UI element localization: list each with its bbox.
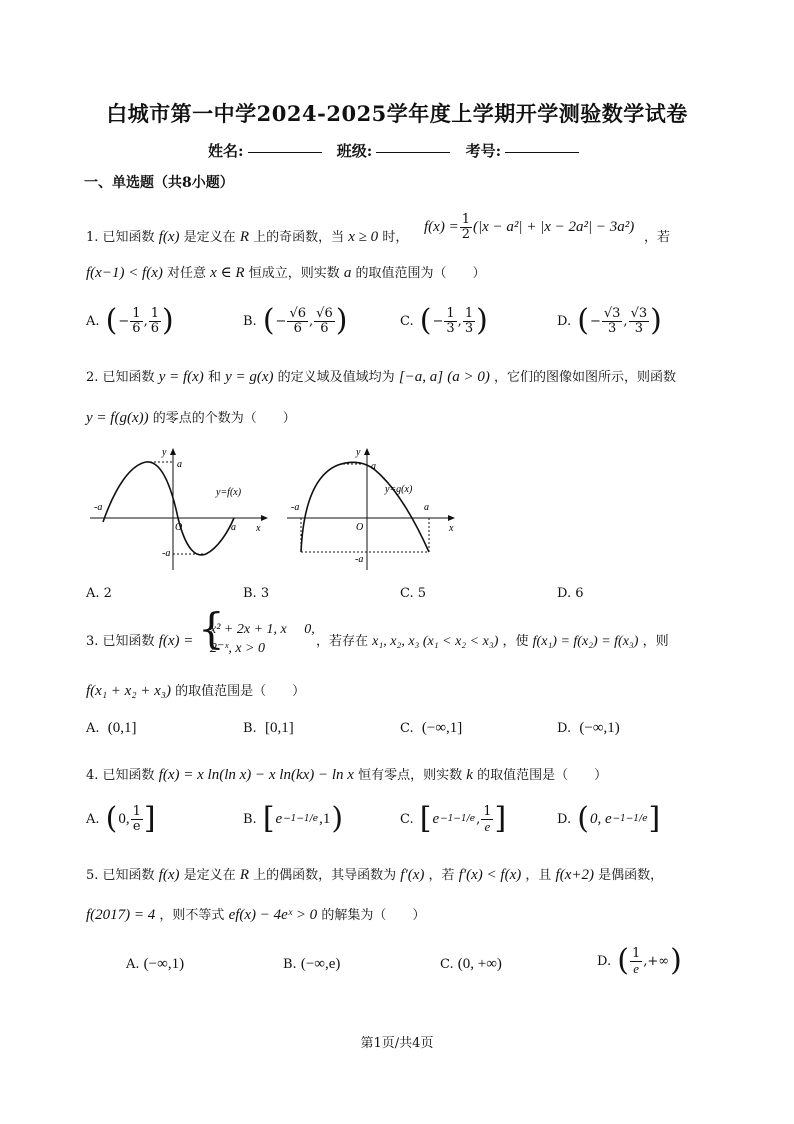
q4-option-a[interactable]: A. ( 0, $\frac{1}{e}$ ]: [86, 801, 156, 836]
y-axis-arrow-icon: [170, 448, 176, 455]
q1-option-d[interactable]: D. ( − $\frac{√3}{3}$ , $\frac{√3}{3}$ ): [557, 303, 662, 338]
a-top-label: a: [371, 461, 376, 472]
origin-label: O: [175, 522, 183, 533]
student-info: [208, 140, 585, 161]
x-axis-arrow-icon: [448, 515, 455, 521]
q5-option-c[interactable]: C. (0, +∞): [440, 956, 502, 972]
q1-option-b[interactable]: B. ( − $\frac{√6}{6}$ , $\frac{√6}{6}$ ): [243, 303, 348, 338]
page-title: 白城市第一中学2024-2025学年度上学期开学测验数学试卷: [106, 101, 688, 126]
q4-option-d[interactable]: D. ( 0, e −1−1/e ]: [557, 801, 661, 836]
g-curve: [301, 462, 429, 552]
origin-label: O: [356, 522, 364, 533]
q3-option-a[interactable]: A. (0,1]: [86, 720, 137, 736]
exam-page: 白城市第一中学2024-2025学年度上学期开学测验数学试卷 姓名: 班级: 考号: 一、单选题（共8小题） 1. 已知函数 f(x) 是定义在 R 上的奇函数，当 x ≥ 0 时， f(x) = $\frac{1}{2}$ (|x − a²| + |x − 2a²| − 3a²) ，若 f(x−1) < f(x) 对任意 x ∈ R 恒成立，则实数 a 的取值范围为（ ） A. ( − $\frac{1}{6}$ , $\frac{1}{6}$ ) B. ( − $\frac{√6}{6}$ , $\frac{√6}{6}$ ) C. ( − $\frac{1}{3}$ , $\frac{1}{3}$ ) D. ( − $\frac{√3}{3}$ , $\frac{√3}{3}$ ) 2. 已知函数 y = f(x) 和 y = g(x) 的定义域及值域均为 [−a, a] (a > 0) ，它们的图像如图所示，则函数 y = f(g(x)) 的零点的个数为（ ） y a -a -a a O x y=f(x) y a -a -a a O x y=g(x) A. 2 B. 3 C. 5 D. 6 3. 已知函数 f(x) = { x² + 2x + 1, x 0, 2⁻ˣ, x > 0 ，若存在 x₁, x₂, x₃ (x₁ < x₂ < x₃) ，使 f(x₁) = f(x₂) = f(x₃) ，则 f(x₁ + x₂ + x₃) 的取值范围是（ ） A. (0,1] B. [0,1] C. (−∞,1] D. (−∞,1) 4. 已知函数 f(x) = x ln(ln x) − x ln(kx) − ln x 恒有零点，则实数 k 的取值范围是（ ） A. ( 0, $\frac{1}{e}$ ] B. [ e −1−1/e ,1 ) C. [ e −1−1/e , $\frac{1}{e}$ ] D. ( 0, e −1−1/e ] 5. 已知函数 f(x) 是定义在 R 上的偶函数，其导函数为 f′(x) ，若 f′(x) < f(x) ，且 f(x+2) 是偶函数， f(2017) = 4 ，则不等式 ef(x) − 4eˣ > 0 的解集为（ ） A. (−∞,1) B. (−∞,e) C. (0, +∞) D. ( $\frac{1}{e}$ ,+∞ ) 第1页/共4页: [0, 0, 794, 1124]
q5-option-a[interactable]: A. (−∞,1): [126, 956, 185, 972]
f-curve: [103, 462, 234, 555]
a-top-label: a: [177, 459, 182, 470]
q1-option-c[interactable]: C. ( − $\frac{1}{3}$ , $\frac{1}{3}$ ): [400, 303, 488, 338]
q5-option-b[interactable]: B. (−∞,e): [283, 956, 341, 972]
name-blank[interactable]: [248, 152, 322, 153]
x-label: x: [449, 523, 454, 534]
a-right-label: a: [424, 502, 429, 513]
q2-option-a[interactable]: A. 2: [86, 586, 112, 601]
id-label: 考号:: [465, 142, 502, 160]
neg-a-bottom-label: -a: [162, 548, 171, 559]
q3-option-d[interactable]: D. (−∞,1): [557, 720, 620, 736]
neg-a-left-label: -a: [291, 502, 300, 513]
name-label: 姓名:: [208, 142, 244, 160]
curve-label: y=f(x): [216, 487, 242, 498]
q3-option-b[interactable]: B. [0,1]: [243, 720, 294, 736]
q3-option-c[interactable]: C. (−∞,1]: [400, 720, 463, 736]
question-4: 4. 已知函数 f(x) = x ln(ln x) − x ln(kx) − ln x 恒有零点，则实数 k 的取值范围是（ ）: [86, 767, 608, 783]
graph-g: [283, 440, 463, 575]
question-2-line-1: 2. 已知函数 y = f(x) 和 y = g(x) 的定义域及值域均为 [−a, a] (a > 0) ，它们的图像如图所示，则函数: [86, 369, 677, 385]
question-3-line-1: 3. 已知函数 f(x) =: [86, 633, 194, 649]
graph-f: [86, 440, 276, 575]
q4-option-c[interactable]: C. [ e −1−1/e , $\frac{1}{e}$ ]: [400, 801, 507, 836]
question-3-line-1b: ，若存在 x₁, x₂, x₃ (x₁ < x₂ < x₃) ，使 f(x₁) = f(x₂) = f(x₃) ，则: [316, 634, 669, 649]
question-1-if: ，若: [644, 230, 671, 245]
x-label: x: [256, 523, 261, 534]
question-1-formula: f(x) = $\frac{1}{2}$ (|x − a²| + |x − 2a²| − 3a²): [424, 212, 635, 242]
page-footer: 第1页/共4页: [360, 1036, 434, 1051]
q2-option-d[interactable]: D. 6: [557, 586, 584, 601]
question-1-line-2: f(x−1) < f(x) 对任意 x ∈ R 恒成立，则实数 a 的取值范围为（ ）: [86, 265, 486, 281]
id-blank[interactable]: [505, 152, 579, 153]
neg-a-left-label: -a: [94, 502, 103, 513]
x-axis-arrow-icon: [261, 515, 268, 521]
y-label: y: [356, 447, 361, 458]
a-right-label: a: [231, 522, 236, 533]
q2-option-c[interactable]: C. 5: [400, 586, 427, 601]
q5-option-d[interactable]: D. ( $\frac{1}{e}$ ,+∞ ): [597, 943, 682, 978]
question-5-line-1: 5. 已知函数 f(x) 是定义在 R 上的偶函数，其导函数为 f′(x) ，若 f′(x) < f(x) ，且 f(x+2) 是偶函数，: [86, 867, 664, 883]
q1-option-a[interactable]: A. ( − $\frac{1}{6}$ , $\frac{1}{6}$ ): [86, 303, 174, 338]
neg-a-bottom-label: -a: [355, 554, 364, 565]
class-label: 班级:: [336, 142, 373, 160]
class-blank[interactable]: [376, 152, 450, 153]
y-axis-arrow-icon: [364, 448, 370, 455]
question-1-line-1: 1. 已知函数 f(x) 是定义在 R 上的奇函数，当 x ≥ 0 时，: [86, 229, 409, 245]
question-3-line-2: f(x₁ + x₂ + x₃) 的取值范围是（ ）: [86, 683, 306, 699]
question-2-line-2: y = f(g(x)) 的零点的个数为（ ）: [86, 410, 296, 426]
question-5-line-2: f(2017) = 4 ，则不等式 ef(x) − 4eˣ > 0 的解集为（ ）: [86, 907, 426, 923]
q2-option-b[interactable]: B. 3: [243, 586, 270, 601]
curve-label: y=g(x): [385, 484, 413, 495]
y-label: y: [162, 447, 167, 458]
q4-option-b[interactable]: B. [ e −1−1/e ,1 ): [243, 801, 344, 836]
section-heading: 一、单选题（共8小题）: [84, 175, 234, 191]
